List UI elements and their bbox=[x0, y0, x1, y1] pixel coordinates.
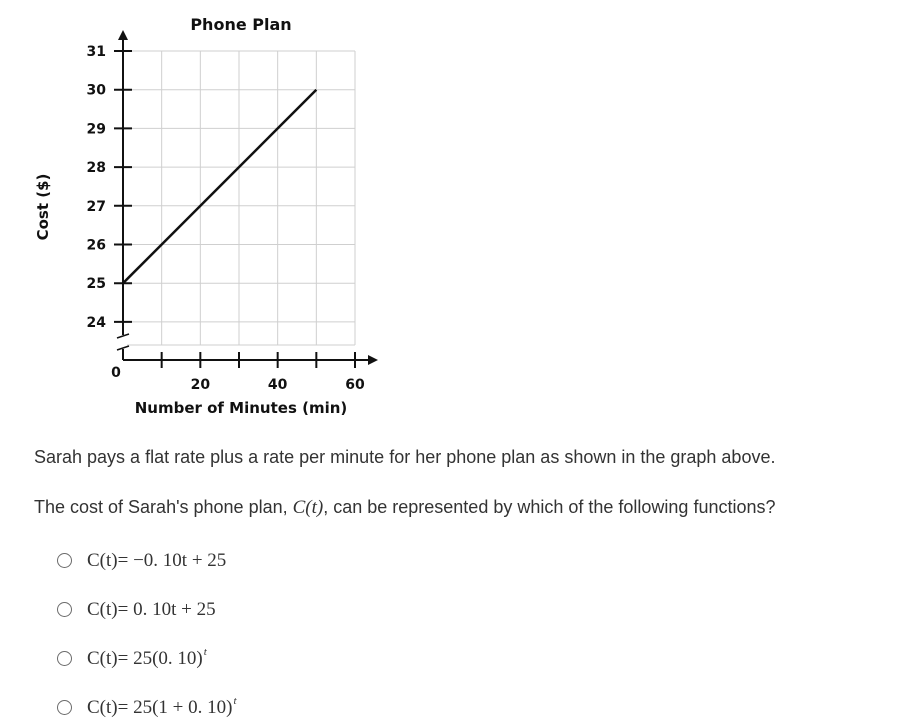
cost-line bbox=[123, 90, 316, 284]
answer-option-1[interactable] bbox=[57, 547, 227, 573]
y-tick-label: 30 bbox=[86, 82, 106, 99]
answer-option-2[interactable] bbox=[57, 596, 217, 622]
origin-label: 0 bbox=[111, 365, 121, 381]
answer-formula: C(t)= 0. 10t + 25 bbox=[87, 599, 216, 620]
y-tick-label: 28 bbox=[86, 160, 106, 177]
chart-axes bbox=[117, 30, 378, 365]
y-tick-label: 27 bbox=[86, 198, 106, 215]
answer-option-4[interactable] bbox=[57, 694, 237, 720]
radio-button[interactable] bbox=[57, 602, 72, 617]
y-tick-label: 26 bbox=[86, 237, 106, 254]
question-prompt-function: C(t) bbox=[292, 497, 324, 518]
phone-plan-chart bbox=[0, 0, 400, 430]
question-statement: Sarah pays a flat rate plus a rate per minute for her phone plan as shown in the graph above. bbox=[34, 447, 776, 467]
y-tick-label: 29 bbox=[86, 121, 106, 138]
x-axis-label: Number of Minutes (min) bbox=[134, 399, 348, 417]
answer-formula: C(t)= −0. 10t + 25 bbox=[87, 550, 227, 571]
y-axis-arrow bbox=[118, 30, 128, 40]
chart-grid bbox=[123, 51, 355, 345]
x-tick-label: 40 bbox=[267, 377, 288, 393]
chart-series bbox=[123, 90, 316, 284]
answer-formula: C(t)= 25(0. 10)$^t$ bbox=[87, 646, 207, 669]
y-tick-label: 25 bbox=[86, 276, 106, 293]
question-prompt bbox=[34, 497, 776, 519]
question-prompt-before: The cost of Sarah's phone plan, bbox=[34, 497, 293, 517]
y-tick-label: 31 bbox=[86, 44, 106, 60]
radio-button[interactable] bbox=[57, 651, 72, 666]
answer-option-3[interactable] bbox=[57, 645, 207, 671]
chart-ticks bbox=[87, 44, 365, 393]
x-tick-label: 20 bbox=[190, 377, 211, 393]
y-tick-label: 24 bbox=[86, 314, 106, 331]
x-axis-arrow bbox=[368, 355, 378, 365]
answer-formula: C(t)= 25(1 + 0. 10)$^t$ bbox=[87, 695, 237, 718]
question-prompt-after: , can be represented by which of the following functions? bbox=[323, 497, 776, 517]
chart-title: Phone Plan bbox=[190, 15, 292, 34]
x-tick-label: 60 bbox=[345, 377, 365, 393]
radio-button[interactable] bbox=[57, 553, 72, 568]
y-axis-label: Cost ($) bbox=[34, 173, 52, 241]
radio-button[interactable] bbox=[57, 700, 72, 715]
